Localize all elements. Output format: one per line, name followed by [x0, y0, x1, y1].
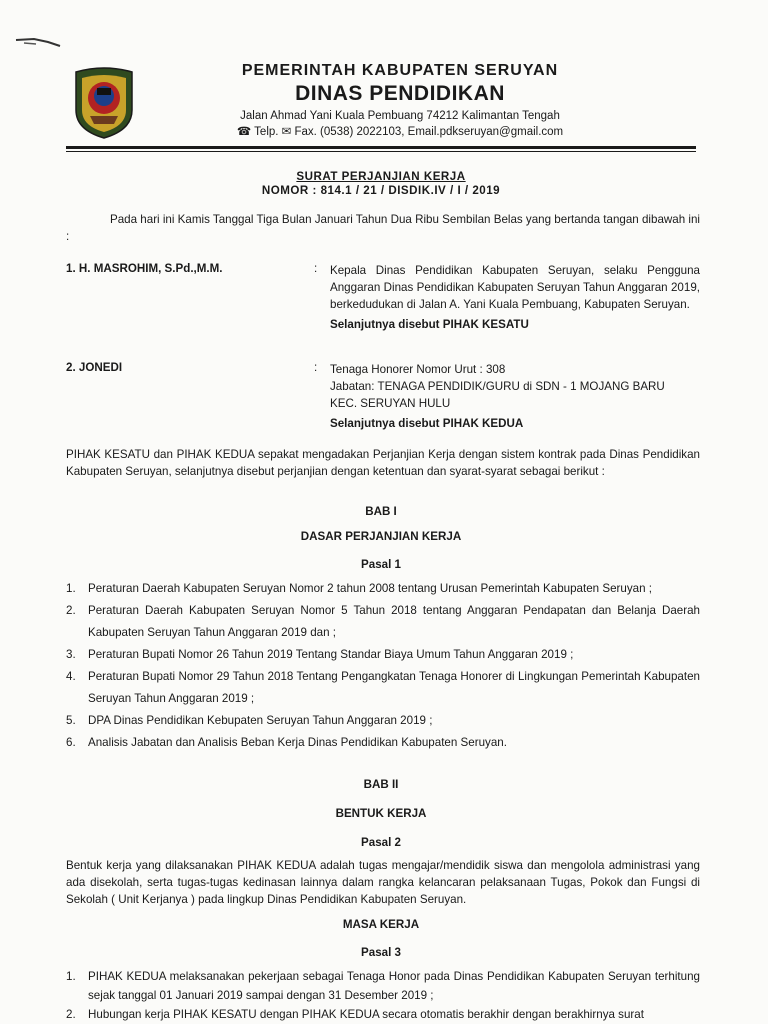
regency-logo [70, 66, 138, 140]
list-item: 5. DPA Dinas Pendidikan Kebupaten Seruyan Tahun Anggaran 2019 ; [66, 714, 433, 727]
party-2-description [330, 361, 700, 432]
party-1-description [330, 262, 700, 333]
bab-2-heading: BAB II [363, 778, 399, 791]
document-title: SURAT PERJANJIAN KERJA [296, 170, 466, 183]
party-2-name: 2. JONEDI [66, 361, 123, 374]
pasal-3-heading: Pasal 3 [361, 946, 401, 959]
header-divider [66, 146, 696, 149]
party-2-line: Jabatan: TENAGA PENDIDIK/GURU di SDN - 1 MOJANG BARU [330, 380, 665, 393]
list-item: 4. Peraturan Bupati Nomor 29 Tahun 2018 Tentang Pengangkatan Tenaga Honorer di Lingkungan Pemerintah Kabupaten Seruyan Tahun Anggaran 2019 ; [66, 670, 700, 705]
agreement-paragraph: PIHAK KESATU dan PIHAK KEDUA sepakat mengadakan Perjanjian Kerja dengan sistem kontrak pada Dinas Pendidikan Kabupaten Seruyan, selanjutnya disebut perjanjian dengan ketentuan dan syarat-syarat sebagai berikut : [66, 448, 700, 478]
party-1-alias: Selanjutnya disebut PIHAK KESATU [330, 318, 529, 331]
header-divider-thin [66, 151, 696, 152]
intro-paragraph: Pada hari ini Kamis Tanggal Tiga Bulan Januari Tahun Dua Ribu Sembilan Belas yang bertanda tangan dibawah ini : [66, 213, 700, 243]
party-1-name: 1. H. MASROHIM, S.Pd.,M.M. [66, 262, 223, 275]
bab-1-heading: BAB I [365, 505, 397, 518]
party-2-line: KEC. SERUYAN HULU [330, 397, 451, 410]
pasal-2-heading: Pasal 2 [361, 836, 401, 849]
list-item: 2. Peraturan Daerah Kabupaten Seruyan Nomor 5 Tahun 2018 tentang Anggaran Pendapatan dan Belanja Daerah Kabupaten Seruyan Tahun Anggaran 2019 dan ; [66, 604, 700, 639]
bab-2-title: BENTUK KERJA [335, 807, 427, 820]
pasal-2-paragraph: Bentuk kerja yang dilaksanakan PIHAK KEDUA adalah tugas mengajar/mendidik siswa dan mengolola administrasi yang ada disekolah, serta tugas-tugas kedinasan lainnya dalam rangka kelancaran pelaksanaan Tugas, Pokok dan Fungsi di Sekolah ( Unit Kerjanya ) pada lingkup Dinas Pendidikan Kabupaten Seruyan. [66, 859, 700, 906]
list-item: 2. Hubungan kerja PIHAK KESATU dengan PIHAK KEDUA secara otomatis berakhir dengan berakhirnya surat [66, 1008, 644, 1021]
contact-line: ☎ Telp. ✉ Fax. (0538) 2022103, Email.pdkseruyan@gmail.com [236, 126, 564, 138]
party-2-line: Tenaga Honorer Nomor Urut : 308 [330, 363, 506, 376]
pen-mark [14, 34, 62, 48]
pasal-1-list [66, 578, 700, 754]
address-line: Jalan Ahmad Yani Kuala Pembuang 74212 Kalimantan Tengah [240, 110, 560, 122]
pasal-1-heading: Pasal 1 [361, 558, 401, 571]
list-item: 1. PIHAK KEDUA melaksanakan pekerjaan sebagai Tenaga Honor pada Dinas Pendidikan Kabupaten Seruyan terhitung sejak tanggal 01 Januari 2019 sampai dengan 31 Desember 2019 ; [66, 970, 700, 1002]
party-1-role: Kepala Dinas Pendidikan Kabupaten Seruyan, selaku Pengguna Anggaran Dinas Pendidikan Kabupaten Seruyan Tahun Anggaran 2019, berkedudukan di Jalan A. Yani Kuala Pembuang, Kabupaten Seruyan. [330, 264, 700, 311]
pasal-3-list [66, 967, 700, 1024]
government-name: PEMERINTAH KABUPATEN SERUYAN [241, 62, 559, 79]
masa-kerja-title: MASA KERJA [342, 918, 420, 931]
party-2-alias: Selanjutnya disebut PIHAK KEDUA [330, 417, 524, 430]
list-item: 3. Peraturan Bupati Nomor 26 Tahun 2019 Tentang Standar Biaya Umum Tahun Anggaran 2019 ; [66, 648, 574, 661]
party-1-colon: : [314, 262, 318, 275]
list-item: 6. Analisis Jabatan dan Analisis Beban Kerja Dinas Pendidikan Kabupaten Seruyan. [66, 736, 507, 749]
bab-1-title: DASAR PERJANJIAN KERJA [300, 530, 462, 543]
party-2-colon: : [314, 361, 318, 374]
department-name: DINAS PENDIDIKAN [295, 82, 505, 105]
document-number: NOMOR : 814.1 / 21 / DISDIK.IV / I / 2019 [261, 184, 501, 197]
list-item: 1. Peraturan Daerah Kabupaten Seruyan Nomor 2 tahun 2008 tentang Urusan Pemerintah Kabupaten Seruyan ; [66, 582, 652, 595]
